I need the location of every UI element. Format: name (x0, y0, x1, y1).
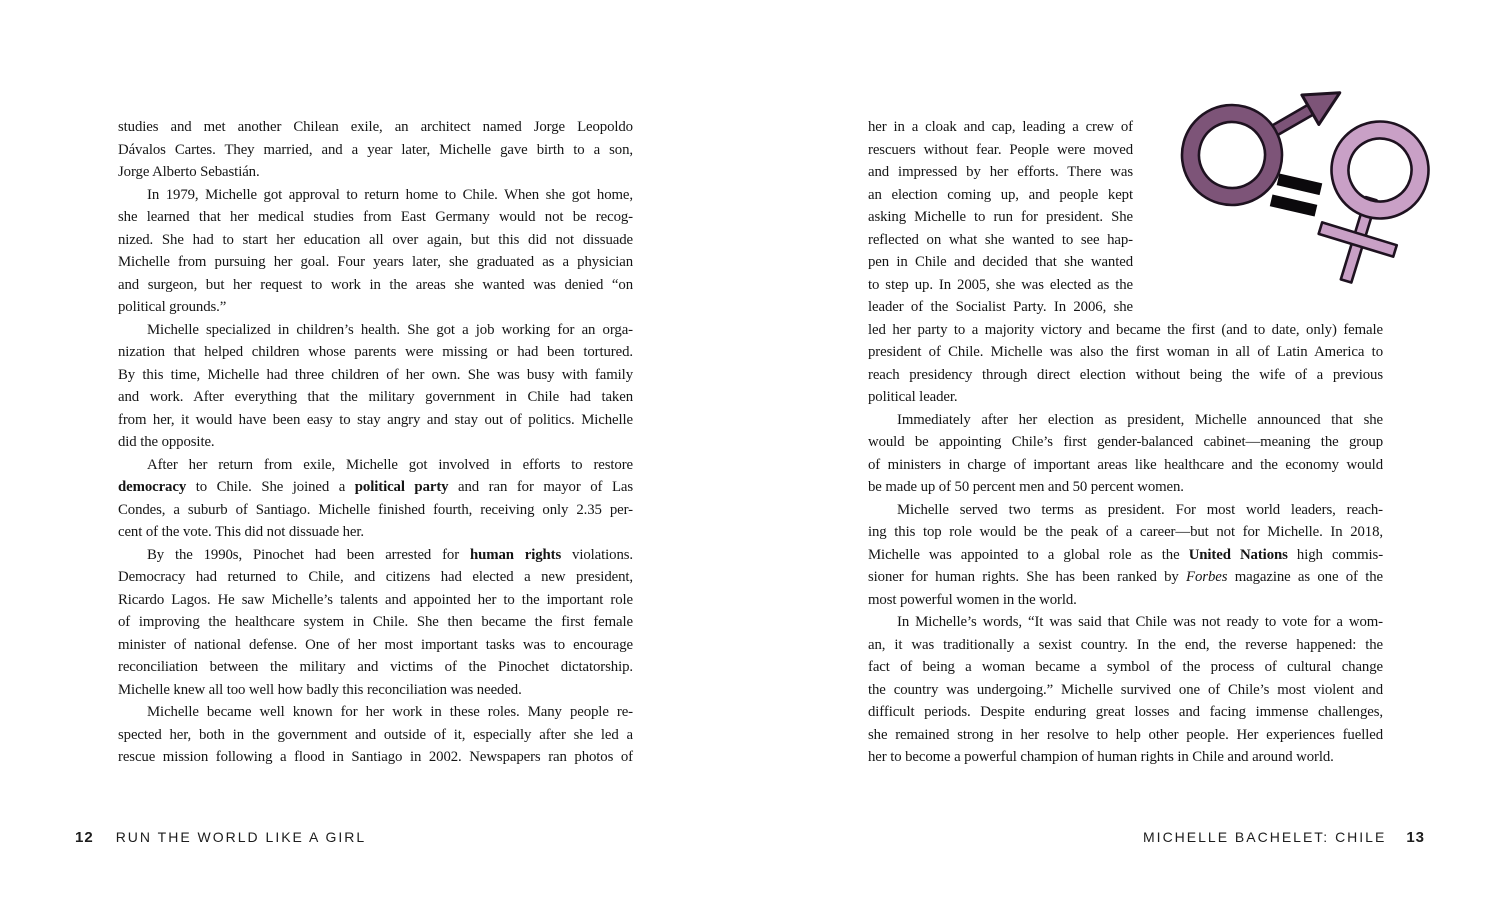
text-line: asking Michelle to run for president. She (868, 209, 1133, 225)
paragraph (118, 454, 633, 544)
right-page-footer (1143, 826, 1425, 848)
text-line: her to become a powerful champion of human rights in Chile and around world. (868, 749, 1334, 765)
text-line: political grounds.” (118, 299, 227, 315)
text-line: Michelle knew all too well how badly this reconciliation was needed. (118, 681, 522, 698)
text-line: an election coming up, and people kept (868, 186, 1133, 203)
equals-icon (1270, 173, 1322, 216)
text-line: an, it was traditionally a sexist country. In the end, the reverse happened: the (868, 636, 1383, 653)
text-line: In Michelle’s words, “It was said that Chile was not ready to vote for a wom- (897, 614, 1383, 630)
text-line: Michelle specialized in children’s health. She got a job working for an orga- (147, 321, 633, 338)
text-line: president of Chile. Michelle was also the first woman in all of Latin America to (868, 344, 1383, 360)
text-line: reach presidency through direct election without being the wife of a previous (868, 366, 1383, 383)
female-symbol-icon (1300, 109, 1441, 295)
gender-equality-illustration (1160, 60, 1460, 295)
text-line: the country was undergoing.” Michelle survived one of Chile’s most violent and (868, 681, 1383, 698)
paragraph (118, 544, 633, 702)
male-symbol-icon (1171, 60, 1340, 226)
text-line: Michelle became well known for her work in these roles. Many people re- (147, 704, 633, 720)
text-line: cent of the vote. This did not dissuade her. (118, 524, 365, 540)
left-running-title: RUN THE WORLD LIKE A GIRL (115, 829, 367, 845)
text-line: rescuers without fear. People were moved (868, 141, 1133, 158)
text-line: to step up. In 2005, she was elected as the (868, 276, 1133, 293)
text-line: be made up of 50 percent men and 50 percent women. (868, 479, 1184, 495)
text-line: she learned that her medical studies from East Germany would not be recog- (118, 209, 633, 225)
paragraph (118, 116, 633, 184)
paragraph (868, 409, 1383, 499)
text-line: and impressed by her efforts. There was (868, 164, 1133, 180)
text-line: democracy to Chile. She joined a political party and ran for mayor of Las (118, 479, 634, 495)
text-line: her in a cloak and cap, leading a crew of (868, 119, 1133, 135)
text-line: most powerful women in the world. (868, 591, 1077, 608)
text-line: Ricardo Lagos. He saw Michelle’s talents and appointed her to the important role (118, 591, 633, 608)
text-line: ing this top role would be the peak of a career—but not for Michelle. In 2018, (868, 524, 1383, 540)
text-line: nized. She had to start her education all over again, but this did not dissuade (118, 231, 633, 248)
text-line: Michelle served two terms as president. For most world leaders, reach- (897, 501, 1383, 518)
text-line: reconciliation between the military and victims of the Pinochet dictatorship. (118, 659, 633, 675)
right-page-number: 13 (1406, 828, 1425, 846)
text-line: nization that helped children whose parents were missing or had been tortured. (118, 344, 633, 360)
left-page-footer (75, 826, 366, 848)
paragraph (118, 184, 633, 319)
text-line: spected her, both in the government and outside of it, especially after she led a (118, 726, 633, 743)
right-running-title: MICHELLE BACHELET: CHILE (1143, 829, 1387, 845)
text-line: rescue mission following a flood in Santiago in 2002. Newspapers ran photos of (118, 749, 633, 765)
left-page-number: 12 (75, 828, 94, 846)
text-line: Jorge Alberto Sebastián. (118, 164, 260, 180)
left-page-text-column (118, 116, 633, 769)
text-line: leader of the Socialist Party. In 2006, she (868, 299, 1133, 315)
text-line: sioner for human rights. She has been ranked by Forbes magazine as one of the (868, 569, 1383, 585)
text-line: Dávalos Cartes. They married, and a year later, Michelle gave birth to a son, (118, 141, 633, 158)
text-line: from her, it would have been easy to stay angry and stay out of politics. Michelle (118, 411, 633, 428)
paragraph (868, 499, 1383, 612)
text-line: would be appointing Chile’s first gender-balanced cabinet—meaning the group (868, 434, 1383, 450)
text-line: of ministers in charge of important areas like healthcare and the economy would (868, 456, 1383, 473)
paragraph (118, 319, 633, 454)
text-line: pen in Chile and decided that she wanted (868, 254, 1133, 270)
text-line: After her return from exile, Michelle got involved in efforts to restore (147, 456, 633, 473)
text-line: and surgeon, but her request to work in the areas she wanted was denied “on (118, 276, 633, 293)
text-line: fact of being a woman became a symbol of the process of cultural change (868, 659, 1383, 675)
text-line: minister of national defense. One of her most important tasks was to encourage (118, 636, 633, 653)
text-line: By this time, Michelle had three children of her own. She was busy with family (118, 366, 633, 383)
text-line: difficult periods. Despite enduring great losses and facing immense challenges, (868, 704, 1383, 720)
text-line: In 1979, Michelle got approval to return home to Chile. When she got home, (147, 186, 633, 203)
text-line: Michelle was appointed to a global role as the United Nations high commis- (868, 546, 1384, 563)
text-line: Democracy had returned to Chile, and citizens had elected a new president, (118, 569, 633, 585)
text-line: led her party to a majority victory and became the first (and to date, only) female (868, 321, 1383, 338)
text-line: political leader. (868, 389, 958, 405)
text-line: studies and met another Chilean exile, an architect named Jorge Leopoldo (118, 119, 633, 135)
text-line: By the 1990s, Pinochet had been arrested for human rights violations. (147, 546, 634, 563)
text-line: Condes, a suburb of Santiago. Michelle finished fourth, receiving only 2.35 per- (118, 501, 633, 518)
text-line: she remained strong in her resolve to help other people. Her experiences fuelled (868, 726, 1383, 743)
text-line: Immediately after her election as president, Michelle announced that she (897, 411, 1383, 428)
text-line: of improving the healthcare system in Chile. She then became the first female (118, 614, 633, 630)
text-line: did the opposite. (118, 434, 215, 450)
paragraph (868, 611, 1383, 769)
paragraph (118, 701, 633, 769)
text-line: and work. After everything that the military government in Chile had taken (118, 389, 633, 405)
text-line: reflected on what she wanted to see hap- (868, 231, 1133, 248)
text-line: Michelle from pursuing her goal. Four years later, she graduated as a physician (118, 254, 633, 270)
